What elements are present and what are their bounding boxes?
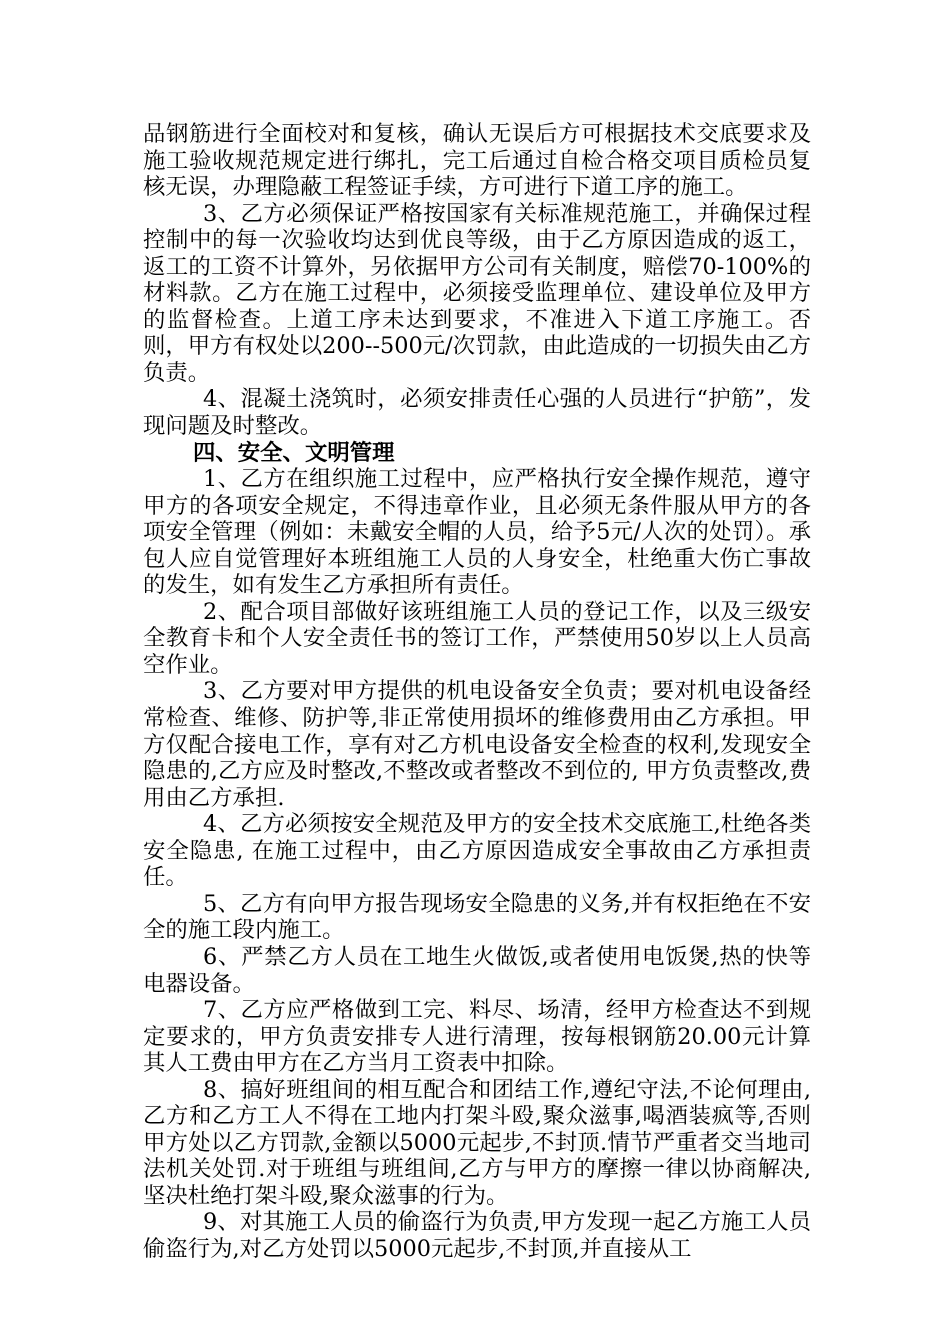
paragraph-safety-clause-4: 4、乙方必须按安全规范及甲方的安全技术交底施工,杜绝各类安全隐患, 在施工过程中，由乙方原因造成安全事故由乙方承担责任。: [143, 811, 811, 891]
paragraph-safety-clause-5: 5、乙方有向甲方报告现场安全隐患的义务,并有权拒绝在不安全的施工段内施工。: [143, 890, 811, 944]
document-page: [143, 121, 811, 1263]
paragraph-steel-check-continued: 品钢筋进行全面校对和复核，确认无误后方可根据技术交底要求及施工验收规范规定进行绑扎，完工后通过自检合格交项目质检员复核无误，办理隐蔽工程签证手续，方可进行下道工序的施工。: [143, 121, 811, 201]
paragraph-safety-clause-6: 6、严禁乙方人员在工地生火做饭,或者使用电饭煲,热的快等电器设备。: [143, 943, 811, 997]
paragraph-quality-clause-4: 4、混凝土浇筑时，必须安排责任心强的人员进行“护筋”，发现问题及时整改。: [143, 386, 811, 440]
paragraph-safety-clause-9: 9、对其施工人员的偷盗行为负责,甲方发现一起乙方施工人员偷盗行为,对乙方处罚以5000元起步,不封顶,并直接从工: [143, 1209, 811, 1262]
paragraph-safety-clause-7: 7、乙方应严格做到工完、料尽、场清，经甲方检查达不到规定要求的，甲方负责安排专人进行清理，按每根钢筋20.00元计算其人工费由甲方在乙方当月工资表中扣除。: [143, 997, 811, 1077]
paragraph-quality-clause-3: 3、乙方必须保证严格按国家有关标准规范施工，并确保过程控制中的每一次验收均达到优良等级，由于乙方原因造成的返工，返工的工资不计算外，另依据甲方公司有关制度，赔偿70-100%的材料款。乙方在施工过程中，必须接受监理单位、建设单位及甲方的监督检查。上道工序未达到要求，不准进入下道工序施工。否则，甲方有权处以200--500元/次罚款，由此造成的一切损失由乙方负责。: [143, 200, 811, 386]
paragraph-safety-clause-2: 2、配合项目部做好该班组施工人员的登记工作，以及三级安全教育卡和个人安全责任书的签订工作，严禁使用50岁以上人员高空作业。: [143, 598, 811, 678]
paragraph-safety-clause-8: 8、搞好班组间的相互配合和团结工作,遵纪守法,不论何理由,乙方和乙方工人不得在工地内打架斗殴,聚众滋事,喝酒装疯等,否则甲方处以乙方罚款,金额以5000元起步,不封顶.情节严重者交当地司法机关处罚.对于班组与班组间,乙方与甲方的摩擦一律以协商解决,坚决杜绝打架斗殴,聚众滋事的行为。: [143, 1076, 811, 1209]
paragraph-safety-clause-1: 1、乙方在组织施工过程中，应严格执行安全操作规范，遵守甲方的各项安全规定，不得违章作业，且必须无条件服从甲方的各项安全管理（例如：未戴安全帽的人员，给予5元/人次的处罚）。承包人应自觉管理好本班组施工人员的人身安全，杜绝重大伤亡事故的发生，如有发生乙方承担所有责任。: [143, 466, 811, 599]
section-heading-safety: 四、安全、文明管理: [193, 439, 395, 466]
paragraph-safety-clause-3: 3、乙方要对甲方提供的机电设备安全负责；要对机电设备经常检查、维修、防护等,非正常使用损坏的维修费用由乙方承担。甲方仅配合接电工作，享有对乙方机电设备安全检查的权利,发现安全隐患的,乙方应及时整改,不整改或者整改不到位的, 甲方负责整改,费用由乙方承担.: [143, 678, 811, 811]
